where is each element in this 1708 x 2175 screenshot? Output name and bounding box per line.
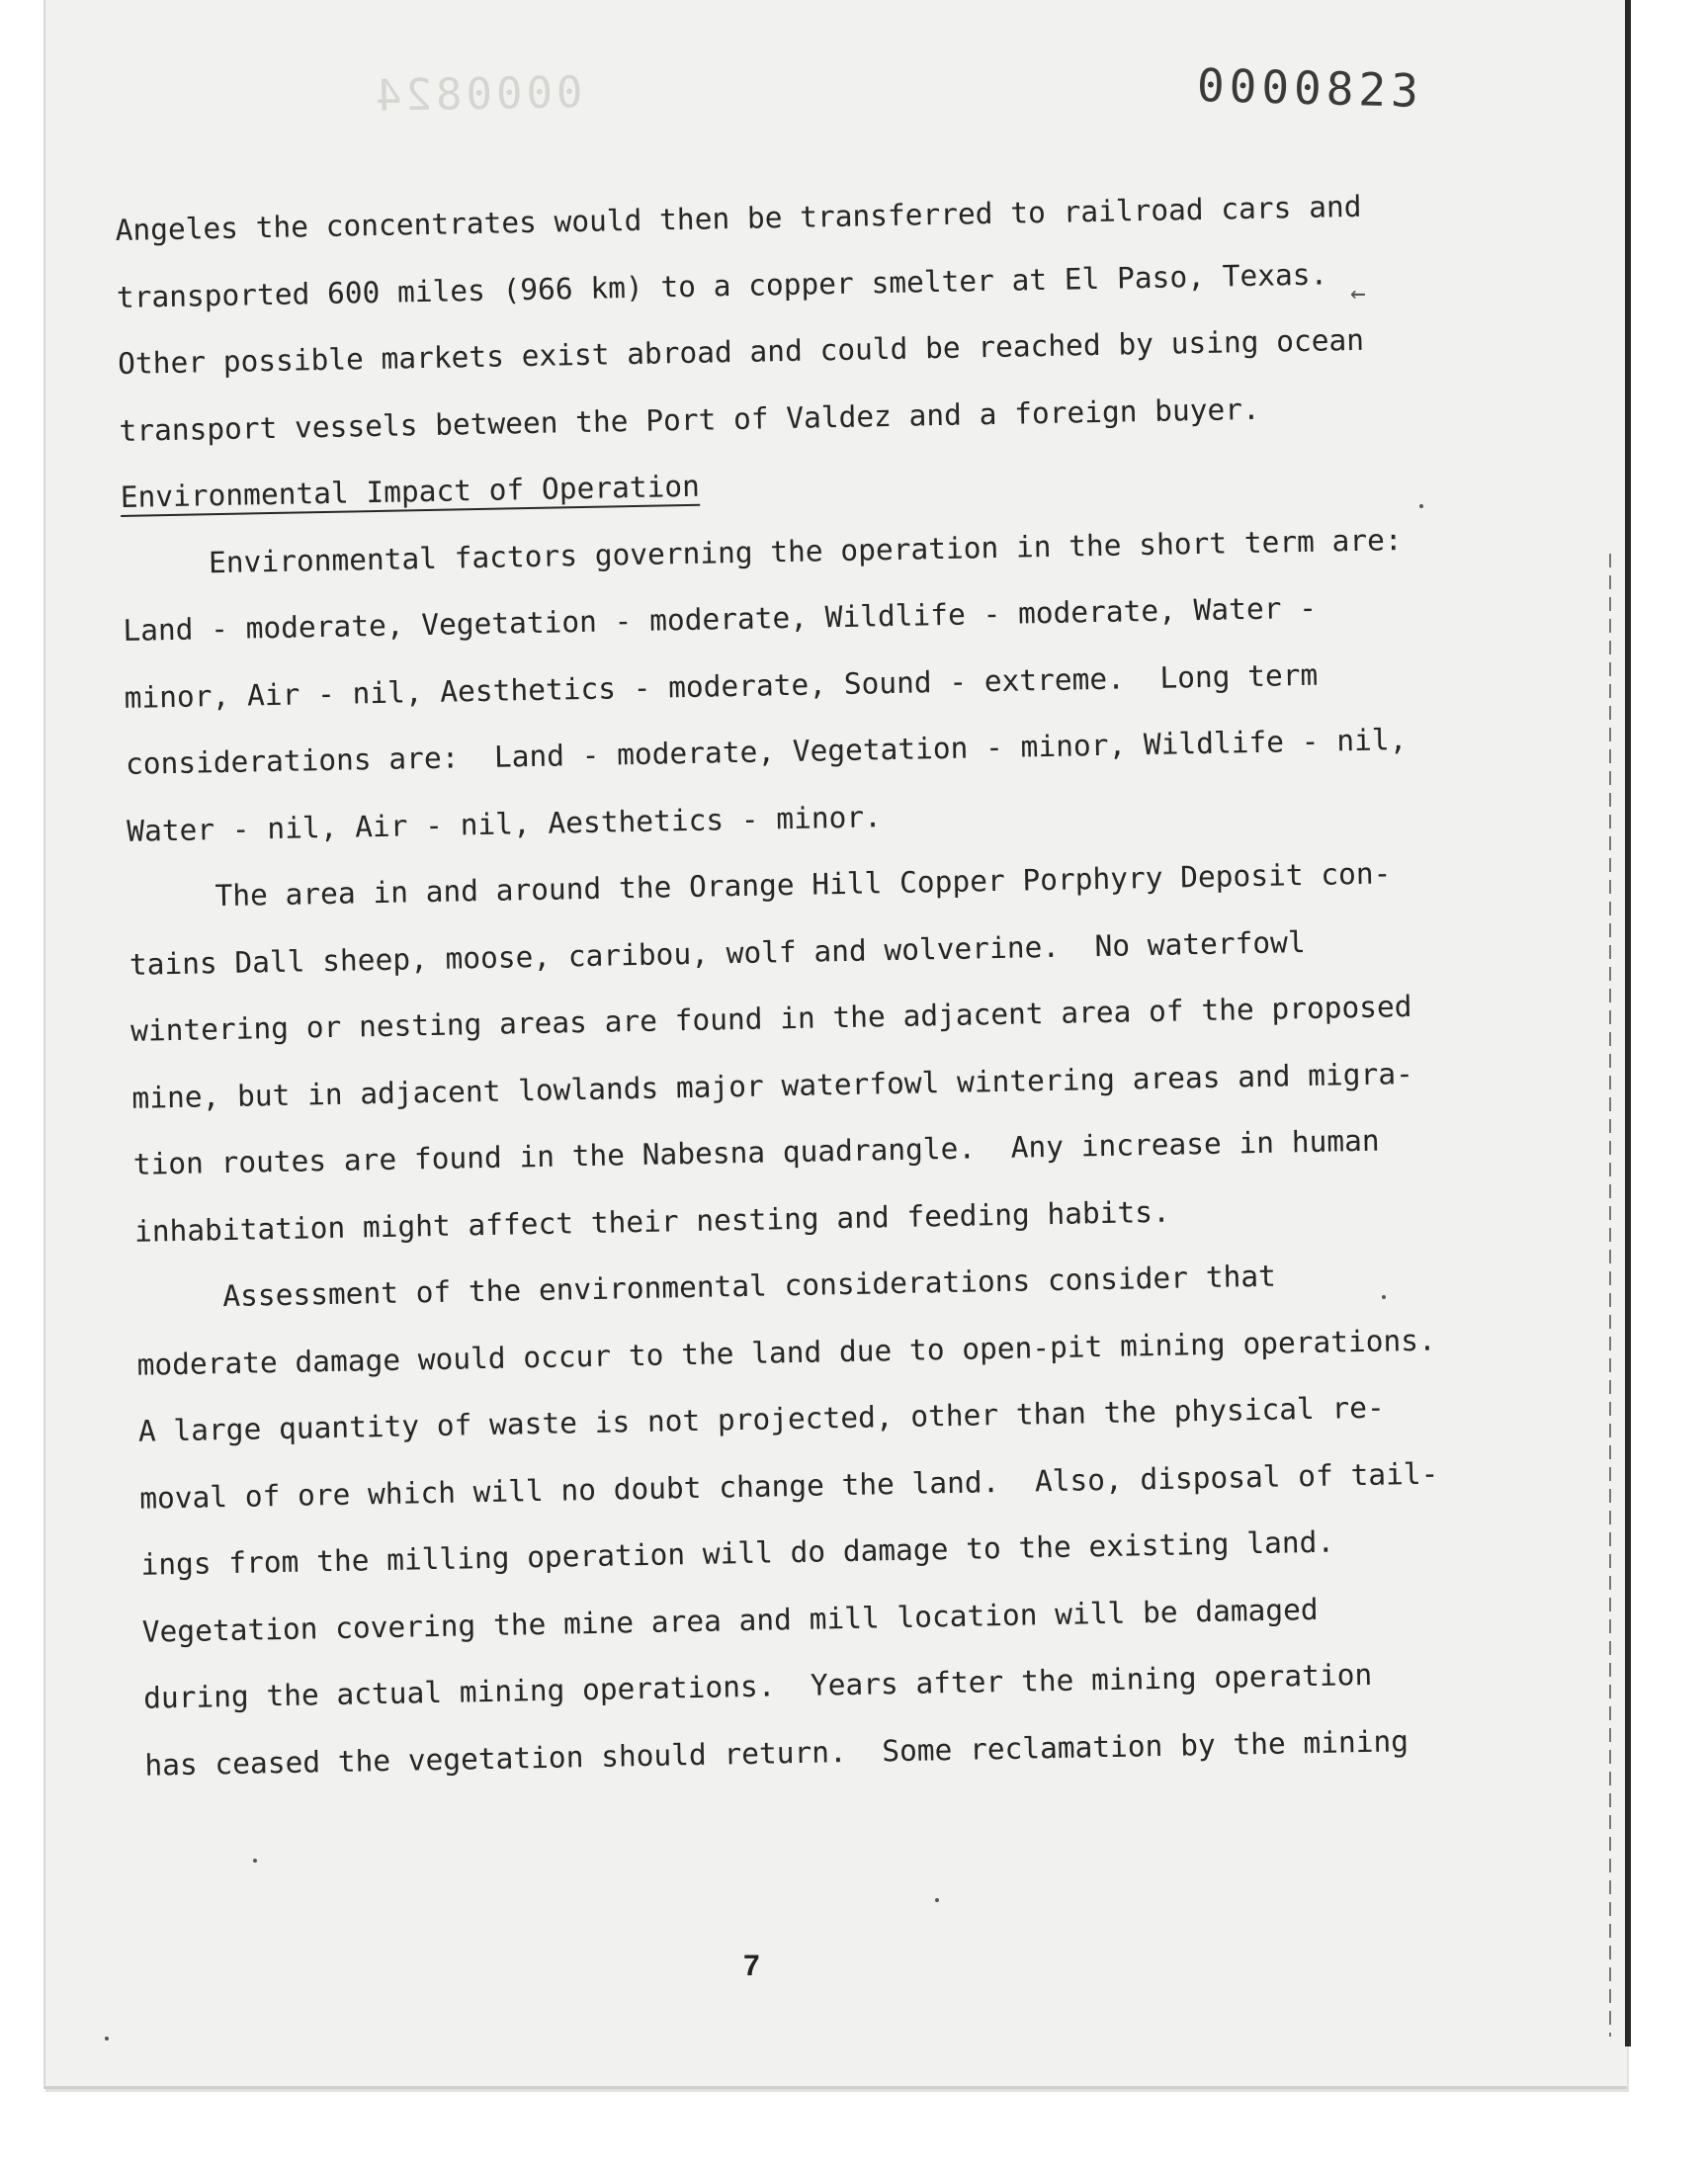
text-line: tion routes are found in the Nabesna quadrangle. Any increase in human (132, 1123, 1380, 1181)
text-line: transport vessels between the Port of Valdez and a foreign buyer. (119, 392, 1261, 448)
margin-arrow-mark: ← (1350, 279, 1366, 308)
text-line: Water - nil, Air - nil, Aesthetics - minor. (126, 799, 883, 848)
scan-speck (935, 1898, 939, 1902)
text-line: Other possible markets exist abroad and could be reached by using ocean (117, 322, 1365, 381)
text-line: has ceased the vegetation should return. Some reclamation by the mining (144, 1723, 1409, 1783)
text-line: A large quantity of waste is not projected, other than the physical re- (137, 1390, 1386, 1448)
document-stamp-number: 0000823 (1196, 58, 1424, 118)
scan-speck (105, 2037, 109, 2041)
text-line: Vegetation covering the mine area and mill location will be damaged (141, 1592, 1319, 1649)
page-number: 7 (743, 1950, 760, 1982)
page-edge-shadow (1625, 0, 1631, 2046)
text-line: considerations are: Land - moderate, Vegetation - minor, Wildlife - nil, (125, 723, 1408, 781)
text-line: Land - moderate, Vegetation - moderate, Wildlife - moderate, Water - (123, 590, 1318, 648)
text-line: The area in and around the Orange Hill Copper Porphyry Deposit con- (214, 856, 1392, 914)
body-text (115, 172, 1470, 1798)
text-line: moderate damage would occur to the land due to open-pit mining operations. (136, 1323, 1437, 1382)
text-line: moval of ore which will no doubt change the land. Also, disposal of tail- (138, 1456, 1439, 1516)
margin-ticks (1609, 554, 1611, 2037)
text-line: tains Dall sheep, moose, caribou, wolf and wolverine. No waterfowl (128, 924, 1306, 982)
scan-speck (1419, 504, 1423, 508)
scan-speck (1382, 1295, 1386, 1299)
text-line: during the actual mining operations. Years after the mining operation (142, 1657, 1373, 1715)
bleed-through-stamp: 0000824 (371, 67, 583, 122)
text-line: transported 600 miles (966 km) to a copper smelter at El Paso, Texas. (116, 256, 1328, 314)
text-line: minor, Air - nil, Aesthetics - moderate, Sound - extreme. Long term (124, 657, 1319, 715)
scan-speck (253, 1859, 257, 1863)
text-line: Angeles the concentrates would then be transferred to railroad cars and (115, 189, 1362, 247)
text-line: Environmental factors governing the operation in the short term are: (208, 522, 1403, 579)
text-line: wintering or nesting areas are found in the adjacent area of the proposed (129, 989, 1412, 1048)
text-line: mine, but in adjacent lowlands major waterfowl wintering areas and migra- (131, 1056, 1414, 1115)
text-line: ings from the milling operation will do damage to the existing land. (140, 1524, 1335, 1582)
text-line: Assessment of the environmental considerations consider that (222, 1259, 1277, 1314)
text-line: inhabitation might affect their nesting and feeding habits. (133, 1194, 1171, 1249)
section-heading-text: Environmental Impact of Operation (120, 469, 701, 514)
scanned-page (43, 0, 1627, 2089)
